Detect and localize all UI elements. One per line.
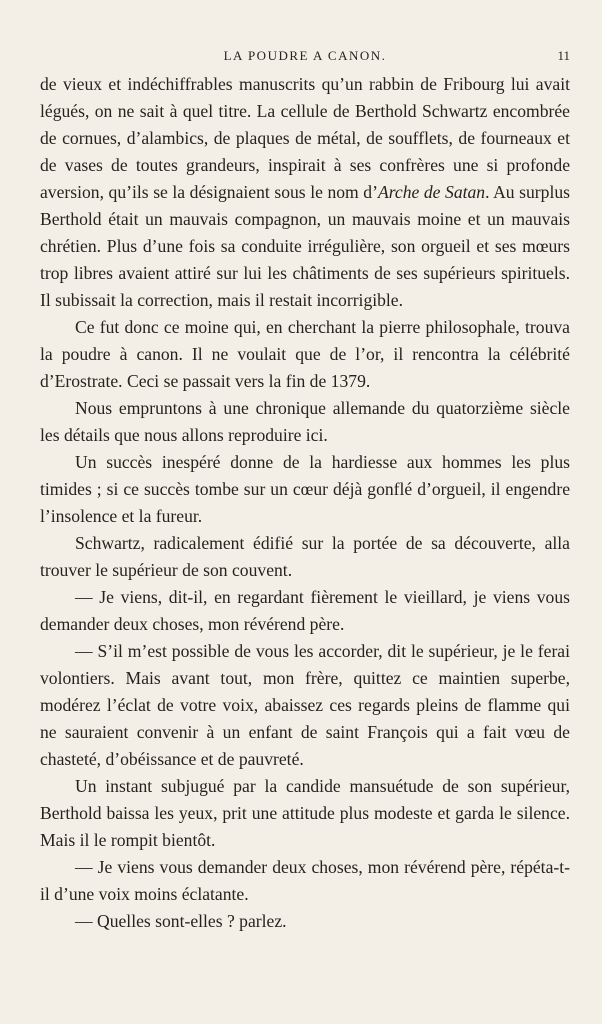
paragraph-text: de vieux et indéchiffrables manuscrits qu’un rabbin de Fribourg lui avait légués, on ne sait à quel titre. La cellule de Berthold Schwartz encombrée de cornues, d’alambics, de plaques de métal, de soufflets, de fourneaux et de vases de toutes grandeurs, inspirait à ses confrères une si profonde aversion, qu’ils se la désignaient sous le nom d’	[40, 74, 570, 202]
paragraph: Ce fut donc ce moine qui, en cherchant la pierre philosophale, trouva la poudre à canon. Il ne voulait que de l’or, il rencontra la célébrité d’Erostrate. Ceci se passait vers la fin de 1379.	[40, 317, 570, 391]
paragraph: — Quelles sont-elles ? parlez.	[75, 911, 287, 931]
emphasized-text: Arche de Satan	[377, 182, 486, 202]
running-header	[40, 44, 570, 68]
paragraph: — Je viens vous demander deux choses, mon révérend père, répéta-t-il d’une voix moins éclatante.	[40, 857, 570, 904]
paragraph: Nous empruntons à une chronique allemande du quatorzième siècle les détails que nous allons reproduire ici.	[40, 398, 570, 445]
running-title: LA POUDRE A CANON.	[223, 48, 387, 63]
page-number: 11	[557, 48, 570, 63]
paragraph: — Je viens, dit-il, en regardant fièrement le vieillard, je viens vous demander deux choses, mon révérend père.	[40, 587, 570, 634]
paragraph	[40, 71, 570, 314]
paragraph: Un instant subjugué par la candide mansuétude de son supérieur, Berthold baissa les yeux, prit une attitude plus modeste et garda le silence. Mais il le rompit bientôt.	[40, 776, 570, 850]
paragraph: Schwartz, radicalement édifié sur la portée de sa découverte, alla trouver le supérieur de son couvent.	[40, 533, 570, 580]
paragraph-text: . Au surplus Berthold était un mauvais compagnon, un mauvais moine et un mauvais chrétien. Plus d’une fois sa conduite irrégulière, son orgueil et ses mœurs trop libres avaient attiré sur lui les châtiments de ses supérieurs spirituels. Il subissait la correction, mais il restait incorrigible.	[40, 182, 570, 310]
body-text	[40, 71, 570, 935]
paragraph: Un succès inespéré donne de la hardiesse aux hommes les plus timides ; si ce succès tombe sur un cœur déjà gonflé d’orgueil, il engendre l’insolence et la fureur.	[40, 452, 570, 526]
paragraph: — S’il m’est possible de vous les accorder, dit le supérieur, je le ferai volontiers. Mais avant tout, mon frère, quittez ce maintien superbe, modérez l’éclat de votre voix, abaissez ces regards pleins de flamme qui ne sauraient convenir à un enfant de saint François qui a fait vœu de chasteté, d’obéissance et de pauvreté.	[40, 641, 570, 769]
